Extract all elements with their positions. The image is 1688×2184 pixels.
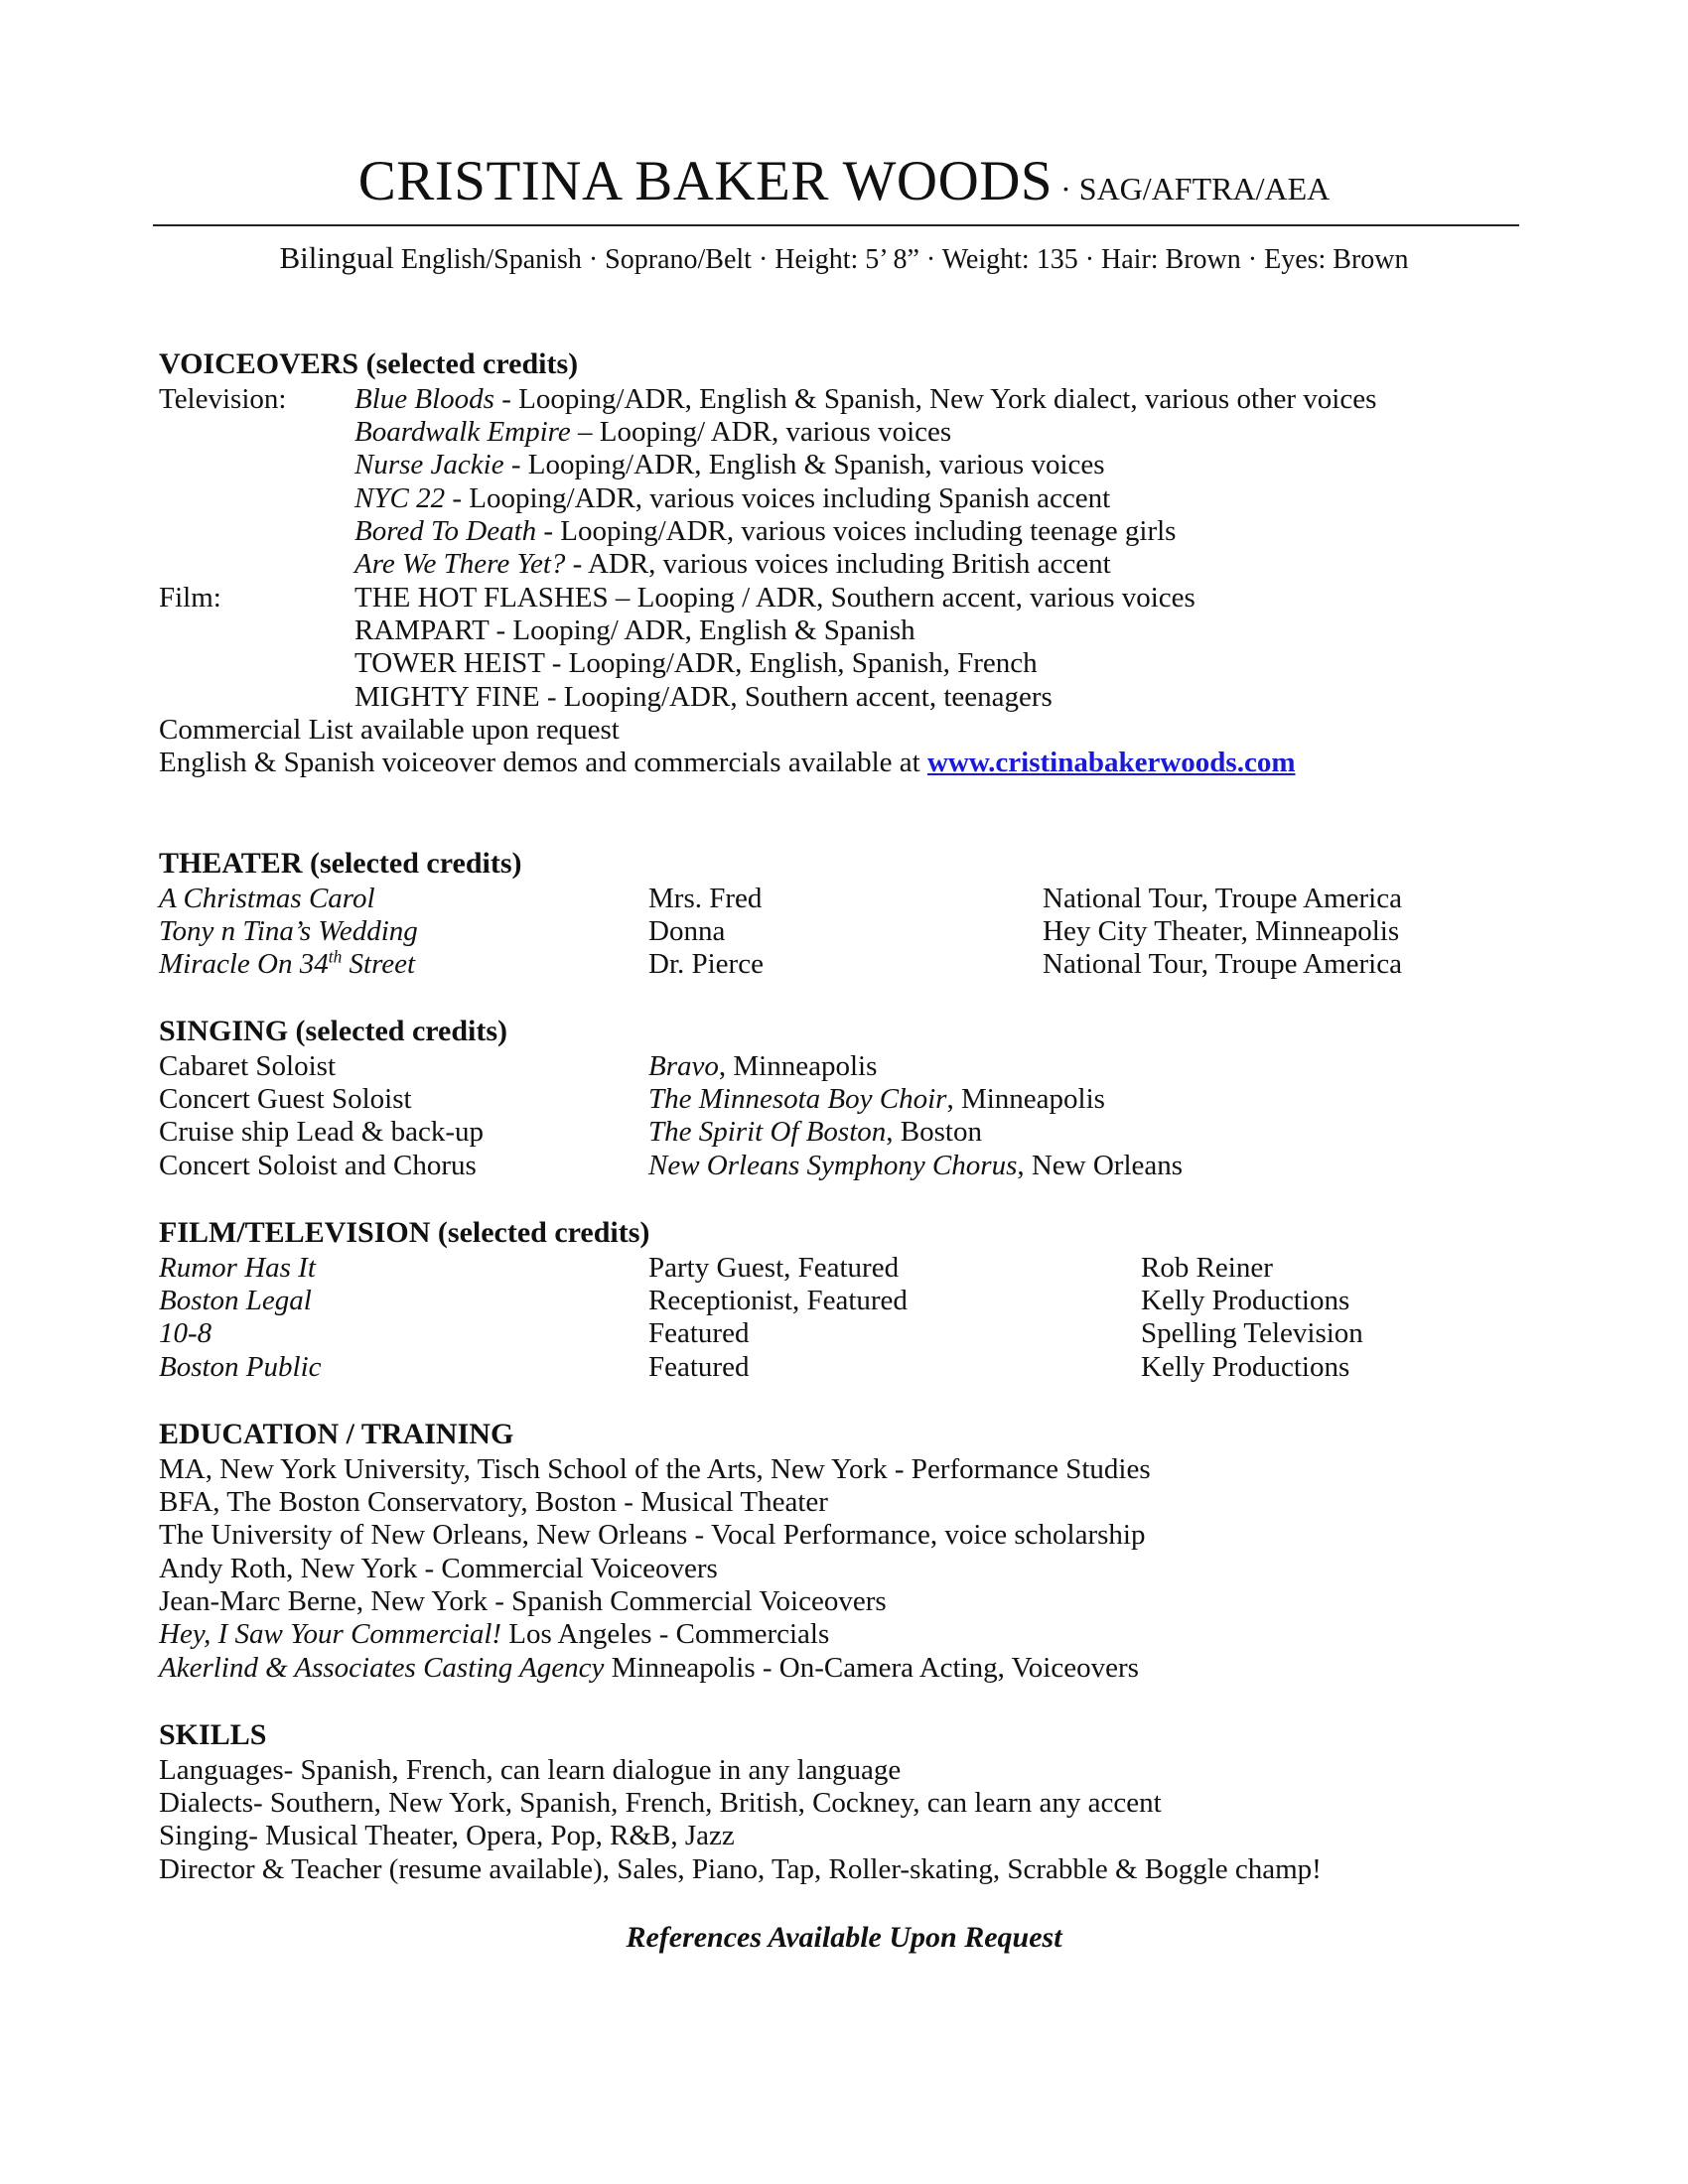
ordinal-suffix: th — [328, 946, 343, 967]
film-credit: RAMPART - Looping/ ADR, English & Spanish — [354, 614, 915, 646]
education-line: Jean-Marc Berne, New York - Spanish Commercial Voiceovers — [159, 1585, 887, 1617]
education-line — [159, 1618, 829, 1651]
credit-desc: - Looping/ADR, various voices including teenage girls — [536, 515, 1177, 547]
credit-desc: - Looping/ADR, English & Spanish, New York dialect, various other voices — [493, 383, 1377, 415]
title-text: Miracle On 34 — [159, 948, 329, 980]
film-credit: TOWER HEIST - Looping/ADR, English, Spanish, French — [354, 647, 1038, 679]
theater-title: A Christmas Carol — [159, 883, 375, 914]
film-credit: THE HOT FLASHES – Looping / ADR, Southern accent, various voices — [354, 582, 1196, 614]
venue-location: , Boston — [886, 1116, 982, 1148]
film-tv-title: Boston Legal — [159, 1285, 312, 1316]
theater-role: Mrs. Fred — [648, 883, 763, 914]
theater-heading: THEATER (selected credits) — [159, 847, 522, 880]
theater-title — [159, 948, 415, 981]
theater-role: Donna — [648, 915, 726, 947]
singing-heading: SINGING (selected credits) — [159, 1015, 508, 1047]
skills-line: Languages- Spanish, French, can learn dialogue in any language — [159, 1754, 902, 1786]
references-note: References Available Upon Request — [626, 1921, 1062, 1954]
skills-line: Singing- Musical Theater, Opera, Pop, R&B, Jazz — [159, 1820, 735, 1851]
credit-title: Boardwalk Empire — [354, 416, 571, 448]
singing-role: Cabaret Soloist — [159, 1050, 337, 1082]
education-line: MA, New York University, Tisch School of the Arts, New York - Performance Studies — [159, 1453, 1151, 1485]
singing-role: Cruise ship Lead & back-up — [159, 1116, 484, 1148]
singing-role: Concert Guest Soloist — [159, 1083, 412, 1115]
singing-venue — [648, 1116, 982, 1149]
venue-name: Bravo — [648, 1050, 719, 1082]
demos-note — [159, 747, 1295, 779]
education-line: The University of New Orleans, New Orleans - Vocal Performance, voice scholarship — [159, 1519, 1146, 1551]
education-line: Andy Roth, New York - Commercial Voiceovers — [159, 1553, 718, 1584]
training-detail: Los Angeles - Commercials — [501, 1618, 830, 1650]
theater-venue: National Tour, Troupe America — [1043, 948, 1402, 980]
credit-desc: - ADR, various voices including British accent — [565, 548, 1111, 580]
film-tv-role: Featured — [648, 1351, 750, 1383]
demos-text: English & Spanish voiceover demos and commercials available at — [159, 747, 927, 778]
film-tv-heading: FILM/TELEVISION (selected credits) — [159, 1216, 650, 1249]
personal-stats — [0, 240, 1688, 276]
film-tv-role: Party Guest, Featured — [648, 1252, 900, 1284]
tv-credit — [354, 449, 1105, 481]
resume-header — [0, 149, 1688, 213]
training-detail: Minneapolis - On-Camera Acting, Voiceovers — [604, 1652, 1139, 1684]
title-text: Street — [342, 948, 416, 980]
theater-title: Tony n Tina’s Wedding — [159, 915, 418, 947]
stats-lead: Bilingual — [279, 240, 394, 275]
credit-title: Bored To Death — [354, 515, 537, 547]
venue-name: New Orleans Symphony Chorus — [648, 1150, 1018, 1181]
television-label: Television: — [159, 383, 287, 415]
venue-location: , Minneapolis — [718, 1050, 878, 1082]
venue-name: The Spirit Of Boston — [648, 1116, 887, 1148]
voiceovers-heading: VOICEOVERS (selected credits) — [159, 347, 579, 380]
theater-venue: Hey City Theater, Minneapolis — [1043, 915, 1400, 947]
film-label: Film: — [159, 582, 221, 614]
credit-title: Blue Bloods — [354, 383, 494, 415]
film-tv-title: Boston Public — [159, 1351, 322, 1383]
film-tv-company: Kelly Productions — [1141, 1285, 1350, 1316]
credit-desc: - Looping/ADR, various voices including Spanish accent — [445, 482, 1111, 514]
skills-line: Dialects- Southern, New York, Spanish, French, British, Cockney, can learn any accent — [159, 1787, 1162, 1819]
skills-heading: SKILLS — [159, 1718, 267, 1751]
theater-role: Dr. Pierce — [648, 948, 764, 980]
education-line: BFA, The Boston Conservatory, Boston - Musical Theater — [159, 1486, 828, 1518]
singing-venue — [648, 1150, 1183, 1182]
tv-credit — [354, 416, 951, 449]
commercial-list-note: Commercial List available upon request — [159, 714, 620, 746]
website-link[interactable]: www.cristinabakerwoods.com — [926, 747, 1296, 778]
credit-title: NYC 22 — [354, 482, 446, 514]
tv-credit — [354, 548, 1111, 581]
stats-details: English/Spanish · Soprano/Belt · Height: 5’ 8” · Weight: 135 · Hair: Brown · Eyes: Brown — [393, 244, 1409, 275]
singing-venue — [648, 1083, 1105, 1116]
film-tv-role: Featured — [648, 1317, 750, 1349]
tv-credit — [354, 383, 1376, 416]
header-divider — [153, 224, 1519, 226]
theater-venue: National Tour, Troupe America — [1043, 883, 1402, 914]
venue-location: , New Orleans — [1017, 1150, 1184, 1181]
film-tv-title: 10-8 — [159, 1317, 212, 1349]
venue-name: The Minnesota Boy Choir — [648, 1083, 947, 1115]
film-tv-title: Rumor Has It — [159, 1252, 316, 1284]
singing-venue — [648, 1050, 877, 1083]
skills-line: Director & Teacher (resume available), Sales, Piano, Tap, Roller-skating, Scrabble & Boggle champ! — [159, 1853, 1322, 1885]
training-name: Hey, I Saw Your Commercial! — [159, 1618, 502, 1650]
education-line — [159, 1652, 1139, 1685]
tv-credit — [354, 515, 1176, 548]
union-affiliations: · SAG/AFTRA/AEA — [1053, 171, 1331, 206]
film-tv-company: Kelly Productions — [1141, 1351, 1350, 1383]
film-tv-company: Spelling Television — [1141, 1317, 1363, 1349]
training-name: Akerlind & Associates Casting Agency — [159, 1652, 605, 1684]
credit-desc: – Looping/ ADR, various voices — [570, 416, 952, 448]
credit-desc: - Looping/ADR, English & Spanish, various voices — [503, 449, 1105, 480]
film-tv-company: Rob Reiner — [1141, 1252, 1273, 1284]
venue-location: , Minneapolis — [946, 1083, 1105, 1115]
credit-title: Are We There Yet? — [354, 548, 566, 580]
film-credit: MIGHTY FINE - Looping/ADR, Southern accent, teenagers — [354, 681, 1053, 713]
tv-credit — [354, 482, 1110, 515]
singing-role: Concert Soloist and Chorus — [159, 1150, 477, 1181]
film-tv-role: Receptionist, Featured — [648, 1285, 908, 1316]
credit-title: Nurse Jackie — [354, 449, 504, 480]
candidate-name: CRISTINA BAKER WOODS — [357, 150, 1054, 212]
education-heading: EDUCATION / TRAINING — [159, 1418, 514, 1450]
